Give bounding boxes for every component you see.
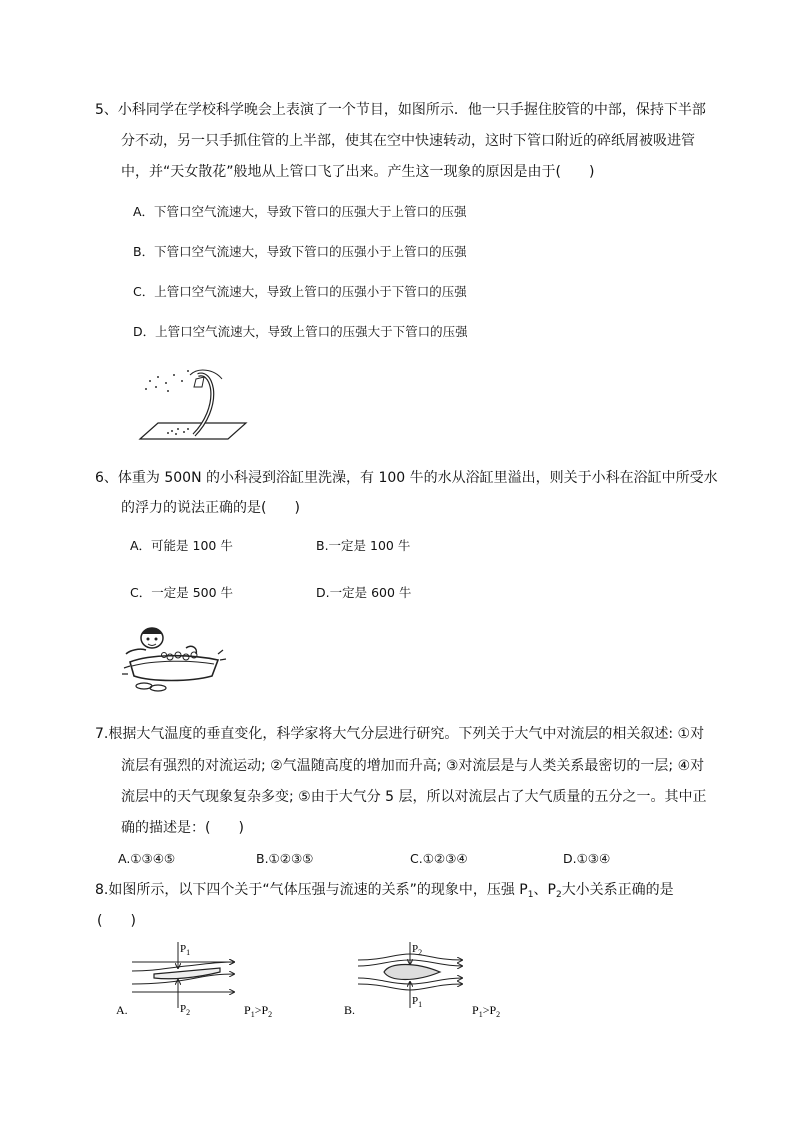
figa-bottom-label: $P_2$ bbox=[180, 1003, 191, 1017]
figa-relation: $P_1>P_2$ bbox=[244, 1003, 273, 1019]
q8-stem-line-2: ( ) bbox=[97, 913, 136, 929]
figa-letter: A. bbox=[116, 1003, 128, 1017]
q5-stem-line-3: 中，并“天女散花”般地从上管口飞了出来。产生这一现象的原因是由于( ) bbox=[121, 164, 595, 180]
figa-top-label: $P_1$ bbox=[180, 943, 191, 957]
q5-stem-line-1: 5、小科同学在学校科学晚会上表演了一个节目，如图所示．他一只手握住胶管的中部，保持下半部 bbox=[95, 102, 706, 118]
q8-stem-line-1: 8.如图所示，以下四个关于“气体压强与流速的关系”的现象中，压强 $P_1$、$P_2$大小关系正确的是 bbox=[95, 882, 674, 900]
q6-option-b: B.一定是 100 牛 bbox=[316, 538, 411, 553]
figb-top-label: $P_2$ bbox=[412, 943, 423, 957]
q7-stem-line-4: 确的描述是：( ) bbox=[121, 820, 244, 836]
q5-hose-figure bbox=[128, 365, 248, 445]
q7-stem-line-1: 7.根据大气温度的垂直变化，科学家将大气分层进行研究。下列关于大气中对流层的相关叙述: ①对 bbox=[95, 726, 705, 742]
q7-option-c: C.①②③④ bbox=[410, 851, 468, 866]
q5-option-d: D．上管口空气流速大，导致上管口的压强大于下管口的压强 bbox=[133, 324, 468, 339]
q7-option-b: B.①②③⑤ bbox=[256, 851, 314, 866]
q5-stem-line-2: 分不动，另一只手抓住管的上半部，使其在空中快速转动，这时下管口附近的碎纸屑被吸进管 bbox=[121, 133, 695, 149]
q7-stem-line-3: 流层中的天气现象复杂多变; ⑤由于大气分 5 层，所以对流层占了大气质量的五分之一。其中正 bbox=[121, 789, 707, 805]
q7-stem-line-2: 流层有强烈的对流运动; ②气温随高度的增加而升高; ③对流层是与人类关系最密切的一层; ④对 bbox=[121, 758, 705, 774]
q8-figure-a bbox=[116, 938, 286, 1022]
figb-letter: B. bbox=[344, 1003, 356, 1017]
q5-option-a: A．下管口空气流速大，导致下管口的压强大于上管口的压强 bbox=[133, 204, 467, 219]
q6-bathtub-figure bbox=[120, 624, 230, 694]
q5-option-c: C．上管口空气流速大，导致上管口的压强小于下管口的压强 bbox=[133, 284, 467, 299]
q8-figure-b bbox=[344, 938, 524, 1022]
q6-stem-line-1: 6、体重为 500N 的小科浸到浴缸里洗澡，有 100 牛的水从浴缸里溢出，则关于小科在浴缸中所受水 bbox=[95, 470, 718, 486]
q7-option-d: D.①③④ bbox=[563, 851, 611, 866]
q6-option-a: A．可能是 100 牛 bbox=[130, 538, 233, 553]
q6-stem-line-2: 的浮力的说法正确的是( ) bbox=[121, 500, 300, 516]
q6-option-d: D.一定是 600 牛 bbox=[316, 585, 412, 600]
figb-bottom-label: $P_1$ bbox=[412, 995, 423, 1009]
figb-relation: $P_1>P_2$ bbox=[472, 1003, 501, 1019]
q6-option-c: C．一定是 500 牛 bbox=[130, 585, 234, 600]
q7-option-a: A.①③④⑤ bbox=[118, 851, 176, 866]
q5-option-b: B．下管口空气流速大，导致下管口的压强小于上管口的压强 bbox=[133, 244, 467, 259]
